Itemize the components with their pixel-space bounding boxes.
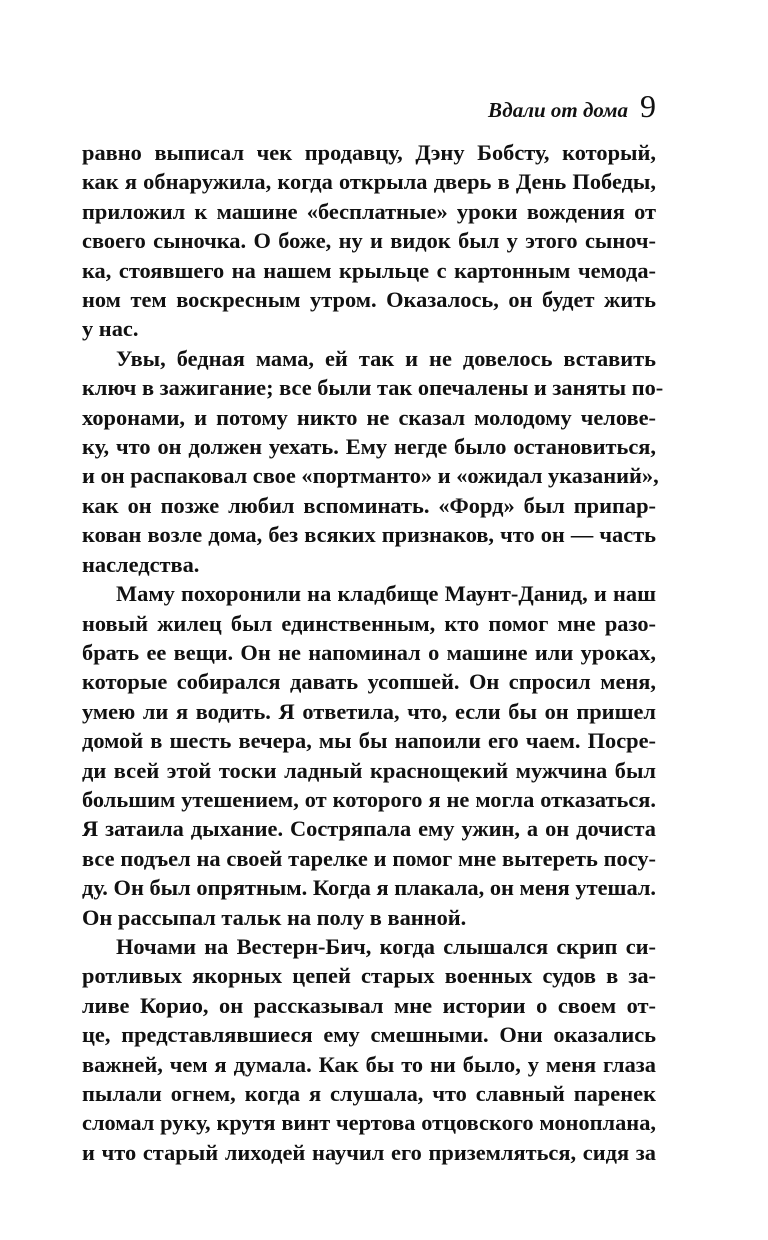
text-line: новый жилец был единственным, кто помог мне разо- (82, 610, 656, 636)
text-line: ку, что он должен уехать. Ему негде было остановиться, (82, 434, 656, 460)
paragraph (82, 932, 656, 1167)
text-line: хоронами, и потому никто не сказал молодому челове- (82, 404, 656, 430)
text-line: и он распаковал свое «портманто» и «ожидал указаний», (82, 463, 659, 489)
body-text (82, 138, 664, 1167)
text-line: все подъел на своей тарелке и помог мне вытереть посу- (82, 845, 656, 871)
book-page (82, 88, 664, 1167)
running-header (82, 90, 656, 134)
text-line: большим утешением, от которого я не могла отказаться. (82, 786, 656, 812)
text-line: ротливых якорных цепей старых военных судов в за- (82, 963, 656, 989)
text-line: ди всей этой тоски ладный краснощекий мужчина был (82, 757, 656, 783)
running-title: Вдали от дома (488, 98, 628, 122)
text-line: кован возле дома, без всяких признаков, что он — часть (82, 522, 656, 548)
text-line: ду. Он был опрятным. Когда я плакала, он меня утешал. (82, 875, 656, 901)
text-line: своего сыночка. О боже, ну и видок был у этого сыноч- (82, 228, 656, 254)
text-line: це, представлявшиеся ему смешными. Они оказались (82, 1022, 656, 1048)
text-line: Он рассыпал тальк на полу в ванной. (82, 904, 467, 930)
text-line: ключ в зажигание; все были так опечалены и заняты по- (82, 375, 664, 401)
text-line: сломал руку, крутя винт чертова отцовского моноплана, (82, 1110, 656, 1136)
text-line: пылали огнем, когда я слушала, что славный паренек (82, 1081, 656, 1106)
text-line: равно выписал чек продавцу, Дэну Бобсту, который, (82, 140, 656, 165)
page-number: 9 (640, 88, 656, 124)
text-line: наследства. (82, 551, 200, 577)
text-line: которые собирался давать усопшей. Он спросил меня, (82, 669, 656, 695)
text-line: ка, стоявшего на нашем крыльце с картонным чемода- (82, 257, 656, 283)
paragraph (82, 138, 656, 344)
text-line: Я затаила дыхание. Состряпала ему ужин, а он дочиста (82, 816, 656, 842)
text-line: Маму похоронили на кладбище Маунт-Данид, и наш (116, 581, 656, 607)
text-line: важней, чем я думала. Как бы то ни было, у меня глаза (82, 1051, 656, 1077)
text-line: Увы, бедная мама, ей так и не довелось вставить (116, 345, 656, 371)
text-line: домой в шесть вечера, мы бы напоили его чаем. Посре- (82, 728, 656, 754)
paragraph (82, 579, 656, 932)
text-line: ном тем воскресным утром. Оказалось, он будет жить (82, 287, 656, 313)
paragraph (82, 344, 664, 579)
text-line: как я обнаружила, когда открыла дверь в День Победы, (82, 169, 656, 195)
text-line: приложил к машине «бесплатные» уроки вождения от (82, 198, 656, 224)
text-line: Ночами на Вестерн-Бич, когда слышался скрип си- (116, 933, 656, 959)
text-line: и что старый лиходей научил его приземляться, сидя за (82, 1139, 656, 1165)
text-line: брать ее вещи. Он не напоминал о машине или уроках, (82, 639, 656, 665)
text-line: у нас. (82, 316, 139, 342)
text-line: ливе Корио, он рассказывал мне истории о своем от- (82, 992, 656, 1018)
text-line: умею ли я водить. Я ответила, что, если бы он пришел (82, 698, 656, 724)
text-line: как он позже любил вспоминать. «Форд» был припар- (82, 492, 656, 518)
